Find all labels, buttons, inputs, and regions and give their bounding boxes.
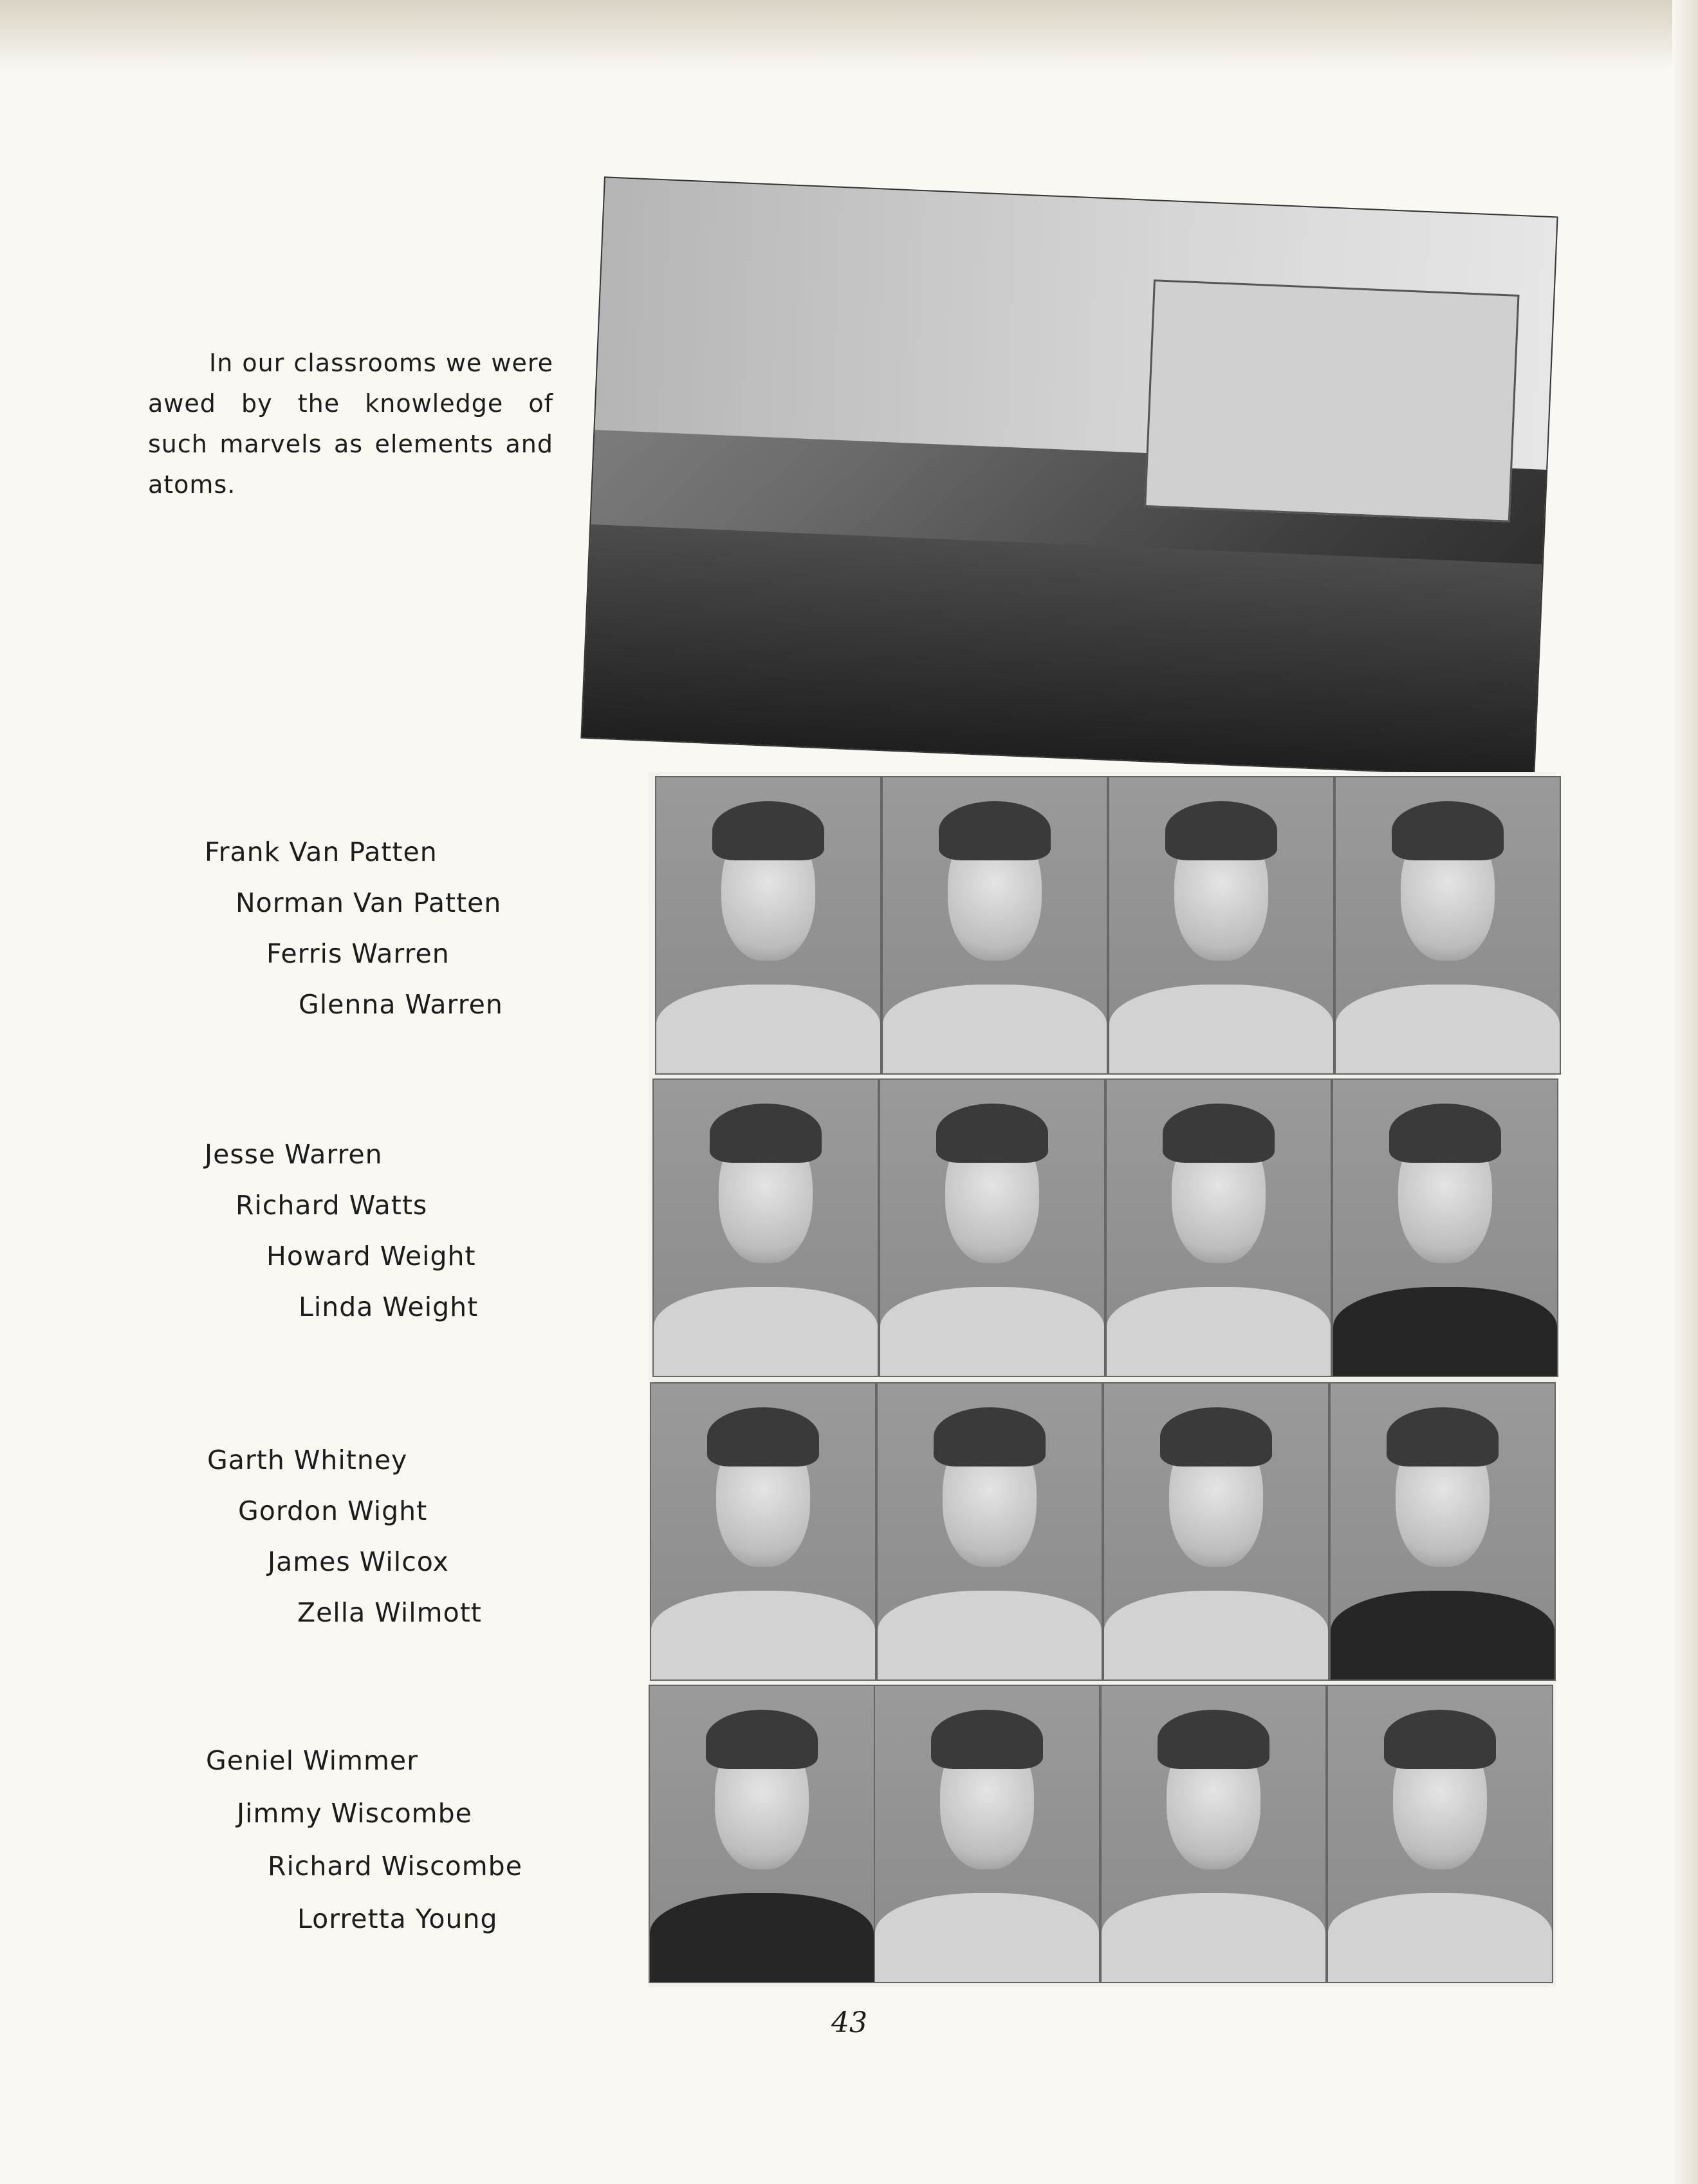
student-name: Linda Weight	[299, 1291, 479, 1322]
portrait-hair	[1158, 1710, 1269, 1769]
portrait-photo	[876, 1382, 1103, 1681]
portrait-shoulders	[1331, 1591, 1555, 1680]
student-name: Richard Watts	[235, 1190, 428, 1221]
portrait-hair	[1160, 1407, 1272, 1467]
portrait-hair	[931, 1710, 1043, 1769]
portrait-shoulders	[651, 1591, 875, 1680]
portrait-photo	[1105, 1078, 1332, 1377]
portrait-photo	[874, 1685, 1100, 1983]
student-name: Lorretta Young	[297, 1903, 498, 1934]
portrait-photo	[649, 1685, 875, 1983]
page-number: 43	[831, 2006, 867, 2039]
portrait-shoulders	[1104, 1591, 1328, 1680]
portrait-shoulders	[880, 1287, 1104, 1376]
classroom-photo	[580, 176, 1558, 778]
portrait-shoulders	[1102, 1893, 1325, 1982]
portrait-hair	[1392, 801, 1504, 860]
portrait-shoulders	[875, 1893, 1099, 1982]
portrait-shoulders	[1109, 985, 1333, 1073]
portrait-photo	[1327, 1685, 1553, 1983]
page-top-edge	[0, 0, 1698, 71]
student-name: James Wilcox	[268, 1546, 449, 1577]
student-name: Howard Weight	[266, 1241, 476, 1272]
intro-caption: In our classrooms we were awed by the knowledge of such marvels as elements and atoms.	[148, 349, 553, 499]
portrait-photo	[652, 1078, 879, 1377]
portrait-photo	[650, 1382, 876, 1681]
student-name: Frank Van Patten	[205, 837, 438, 867]
portrait-shoulders	[650, 1893, 874, 1982]
portrait-hair	[707, 1407, 819, 1467]
portrait-photo	[1103, 1382, 1329, 1681]
portrait-hair	[936, 1104, 1048, 1163]
portrait-photo	[881, 776, 1108, 1075]
portrait-hair	[939, 801, 1051, 860]
portrait-hair	[934, 1407, 1046, 1467]
portrait-shoulders	[878, 1591, 1102, 1680]
student-name: Norman Van Patten	[235, 887, 502, 918]
student-name: Zella Wilmott	[297, 1597, 482, 1628]
portrait-hair	[1384, 1710, 1496, 1769]
portrait-hair	[712, 801, 824, 860]
portrait-hair	[706, 1710, 818, 1769]
portrait-hair	[1165, 801, 1277, 860]
student-name: Geniel Wimmer	[206, 1745, 419, 1776]
portrait-grid	[649, 772, 1556, 1987]
student-name: Glenna Warren	[299, 989, 503, 1020]
portrait-photo	[655, 776, 881, 1075]
portrait-shoulders	[654, 1287, 878, 1376]
portrait-shoulders	[1107, 1287, 1331, 1376]
classroom-desks	[582, 524, 1542, 777]
portrait-photo	[1334, 776, 1561, 1075]
student-name: Jimmy Wiscombe	[237, 1798, 472, 1829]
portrait-hair	[1387, 1407, 1499, 1467]
page-right-edge	[1672, 0, 1698, 2184]
student-name: Ferris Warren	[266, 938, 450, 969]
portrait-shoulders	[1336, 985, 1560, 1073]
portrait-shoulders	[1333, 1287, 1557, 1376]
student-name: Richard Wiscombe	[268, 1851, 522, 1882]
classroom-chart-board	[1145, 279, 1520, 522]
portrait-hair	[710, 1104, 822, 1163]
portrait-photo	[879, 1078, 1105, 1377]
student-name: Garth Whitney	[207, 1445, 408, 1476]
portrait-shoulders	[656, 985, 880, 1073]
portrait-shoulders	[1328, 1893, 1552, 1982]
portrait-photo	[1108, 776, 1334, 1075]
student-name: Jesse Warren	[205, 1139, 383, 1170]
portrait-photo	[1332, 1078, 1558, 1377]
portrait-photo	[1100, 1685, 1327, 1983]
portrait-hair	[1389, 1104, 1501, 1163]
portrait-shoulders	[883, 985, 1107, 1073]
student-name: Gordon Wight	[238, 1495, 428, 1526]
portrait-hair	[1163, 1104, 1275, 1163]
portrait-photo	[1329, 1382, 1556, 1681]
